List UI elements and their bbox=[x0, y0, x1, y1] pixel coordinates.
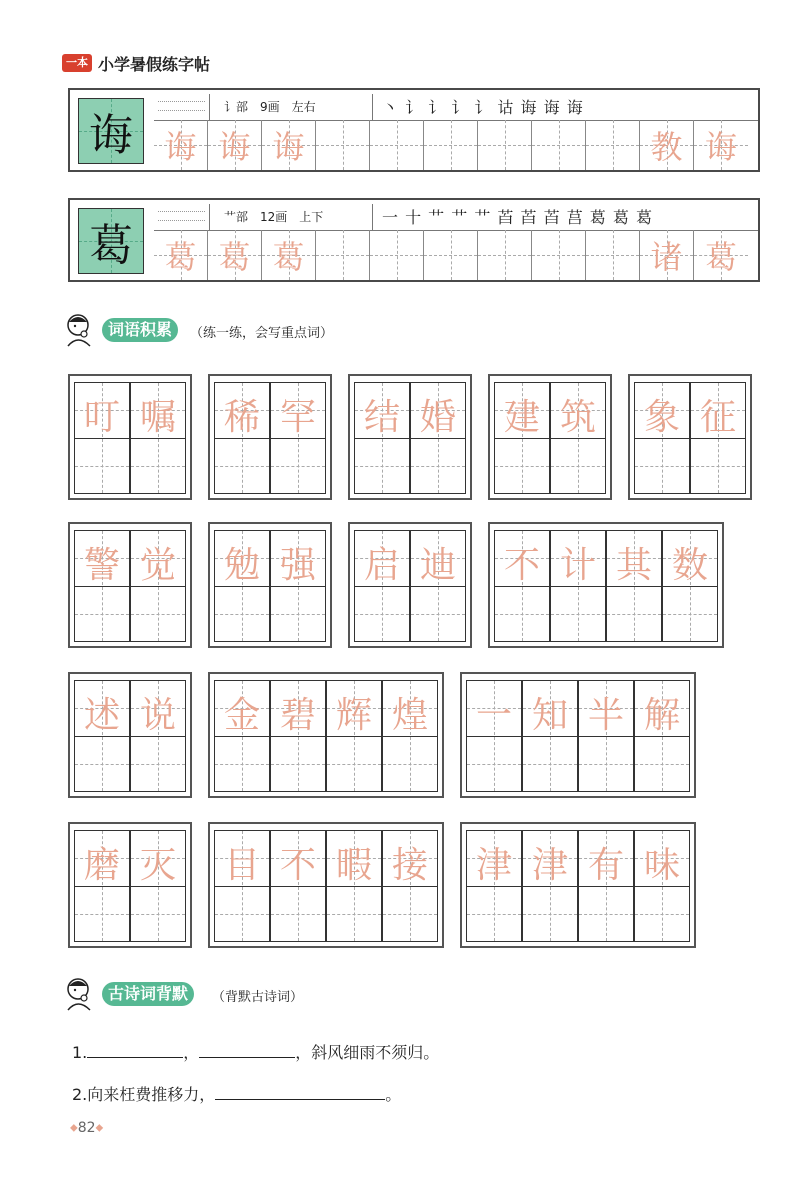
vocab-char: 述 bbox=[83, 695, 120, 736]
vocab-char: 其 bbox=[615, 545, 652, 586]
vocab-char: 迪 bbox=[419, 545, 456, 586]
vocab-char-cell[interactable] bbox=[74, 530, 130, 642]
vocab-char-cell[interactable] bbox=[130, 382, 186, 494]
vocab-char-cell[interactable] bbox=[634, 680, 690, 792]
practice-cell[interactable]: 葛 bbox=[208, 230, 262, 280]
vocab-char: 煌 bbox=[391, 695, 428, 736]
practice-cell[interactable]: 葛 bbox=[694, 230, 748, 280]
stroke-order: 一 十 艹 艹 艹 苩 苩 苩 莒 葛 葛 葛 bbox=[382, 208, 653, 227]
poetry-section-note: （背默古诗词） bbox=[212, 990, 304, 1005]
student-thinking-icon bbox=[62, 312, 98, 348]
vocab-char-cell[interactable] bbox=[634, 830, 690, 942]
vocab-word-box bbox=[460, 672, 696, 798]
practice-cell[interactable] bbox=[316, 120, 370, 170]
vocab-char: 建 bbox=[503, 397, 540, 438]
practice-cell[interactable] bbox=[424, 230, 478, 280]
practice-cell[interactable]: 诲 bbox=[694, 120, 748, 170]
vocab-char-cell[interactable] bbox=[578, 680, 634, 792]
character-block-hui bbox=[68, 88, 760, 172]
poetry-section-header bbox=[62, 976, 462, 1012]
document-title: 小学暑假练字帖 bbox=[98, 55, 211, 74]
vocab-section-title: 词语积累 bbox=[102, 318, 178, 342]
vocab-word-box bbox=[488, 522, 724, 648]
vocab-char-cell[interactable] bbox=[522, 680, 578, 792]
vocab-word-box bbox=[68, 672, 192, 798]
vocab-char-cell[interactable] bbox=[690, 382, 746, 494]
vocab-word-box bbox=[208, 672, 444, 798]
vocab-word-box bbox=[68, 522, 192, 648]
answer-blank[interactable] bbox=[215, 1085, 385, 1100]
vocab-section-header bbox=[62, 312, 462, 348]
item-number: 2. bbox=[72, 1085, 88, 1104]
poem-text: ，斜风细雨不须归。 bbox=[295, 1043, 440, 1062]
vocab-char-cell[interactable] bbox=[606, 530, 662, 642]
vocab-word-box bbox=[628, 374, 752, 500]
pinyin-box bbox=[154, 94, 210, 120]
vocab-char: 象 bbox=[643, 397, 680, 438]
student-thinking-icon bbox=[62, 976, 98, 1012]
vocab-char: 碧 bbox=[279, 695, 316, 736]
vocab-char-cell[interactable] bbox=[494, 530, 550, 642]
vocab-char: 一 bbox=[475, 695, 512, 736]
vocab-char: 计 bbox=[559, 545, 596, 586]
vocab-char: 勉 bbox=[223, 545, 260, 586]
practice-cell[interactable] bbox=[532, 120, 586, 170]
vocab-char: 目 bbox=[223, 845, 260, 886]
vocab-char: 筑 bbox=[559, 397, 596, 438]
vocab-char-cell[interactable] bbox=[522, 830, 578, 942]
vocab-char: 暇 bbox=[335, 845, 372, 886]
vocab-char-cell[interactable] bbox=[270, 530, 326, 642]
practice-cell[interactable] bbox=[586, 120, 640, 170]
vocab-char-cell[interactable] bbox=[662, 530, 718, 642]
vocab-char-cell[interactable] bbox=[130, 830, 186, 942]
practice-cell[interactable]: 诸 bbox=[640, 230, 694, 280]
vocab-char: 叮 bbox=[83, 397, 120, 438]
vocab-char-cell[interactable] bbox=[326, 680, 382, 792]
vocab-char: 结 bbox=[363, 397, 400, 438]
vocab-char-cell[interactable] bbox=[354, 530, 410, 642]
vocab-char-cell[interactable] bbox=[214, 830, 270, 942]
vocab-char-cell[interactable] bbox=[550, 530, 606, 642]
vocab-char: 婚 bbox=[419, 397, 456, 438]
vocab-char-cell[interactable] bbox=[382, 680, 438, 792]
stroke-order: 丶 讠 讠 讠 讠 诂 诲 诲 诲 bbox=[382, 98, 584, 117]
vocab-char-cell[interactable] bbox=[354, 382, 410, 494]
poem-item-2 bbox=[72, 1082, 401, 1105]
vocab-word-box bbox=[208, 822, 444, 948]
vocab-word-box bbox=[460, 822, 696, 948]
item-number: 1. bbox=[72, 1043, 88, 1062]
practice-cell[interactable]: 教 bbox=[640, 120, 694, 170]
brand-logo: 一本 bbox=[62, 54, 92, 72]
vocab-char: 灭 bbox=[139, 845, 176, 886]
vocab-char: 津 bbox=[531, 845, 568, 886]
vocab-char: 数 bbox=[671, 545, 708, 586]
vocab-char: 嘱 bbox=[139, 397, 176, 438]
vocab-char: 不 bbox=[503, 545, 540, 586]
vocab-word-box bbox=[68, 822, 192, 948]
practice-cell[interactable]: 诲 bbox=[208, 120, 262, 170]
vocab-char-cell[interactable] bbox=[130, 680, 186, 792]
vocab-char-cell[interactable] bbox=[382, 830, 438, 942]
vocab-char-cell[interactable] bbox=[634, 382, 690, 494]
vocab-char: 不 bbox=[279, 845, 316, 886]
vocab-char-cell[interactable] bbox=[466, 680, 522, 792]
vocab-char-cell[interactable] bbox=[270, 382, 326, 494]
poem-text: 。 bbox=[385, 1085, 402, 1104]
vocab-word-box bbox=[68, 374, 192, 500]
vocab-char: 强 bbox=[279, 545, 316, 586]
vocab-char-cell[interactable] bbox=[326, 830, 382, 942]
vocab-char: 有 bbox=[587, 845, 624, 886]
practice-cell[interactable]: 诲 bbox=[154, 120, 208, 170]
model-character: 葛 bbox=[78, 208, 144, 274]
vocab-char-cell[interactable] bbox=[74, 830, 130, 942]
poetry-section-title: 古诗词背默 bbox=[102, 982, 194, 1006]
vocab-char: 知 bbox=[531, 695, 568, 736]
character-block-ge bbox=[68, 198, 760, 282]
practice-cell[interactable] bbox=[424, 120, 478, 170]
vocab-char: 解 bbox=[643, 695, 680, 736]
radical-info: 艹部 12画 上下 bbox=[224, 210, 324, 224]
character-info-row bbox=[154, 204, 758, 231]
vocab-char-cell[interactable] bbox=[466, 830, 522, 942]
vocab-char-cell[interactable] bbox=[270, 830, 326, 942]
vocab-char-cell[interactable] bbox=[214, 382, 270, 494]
vocab-word-box bbox=[348, 374, 472, 500]
answer-blank[interactable] bbox=[87, 1043, 183, 1058]
vocab-char: 金 bbox=[223, 695, 260, 736]
page-number: ◆82◆ bbox=[70, 1120, 104, 1136]
vocab-word-box bbox=[208, 374, 332, 500]
vocab-char: 磨 bbox=[83, 845, 120, 886]
vocab-section-note: （练一练，会写重点词） bbox=[190, 326, 334, 341]
radical-info: 讠部 9画 左右 bbox=[224, 100, 316, 114]
poem-text: 向来枉费推移力， bbox=[87, 1085, 216, 1104]
practice-grid bbox=[154, 120, 758, 170]
vocab-char-cell[interactable] bbox=[410, 382, 466, 494]
vocab-char: 接 bbox=[391, 845, 428, 886]
vocab-char-cell[interactable] bbox=[74, 680, 130, 792]
practice-cell[interactable] bbox=[586, 230, 640, 280]
vocab-char: 启 bbox=[363, 545, 400, 586]
practice-cell[interactable]: 诲 bbox=[262, 120, 316, 170]
vocab-char: 稀 bbox=[223, 397, 260, 438]
vocab-char-cell[interactable] bbox=[550, 382, 606, 494]
practice-cell[interactable] bbox=[370, 230, 424, 280]
vocab-char: 罕 bbox=[279, 397, 316, 438]
practice-cell[interactable]: 葛 bbox=[154, 230, 208, 280]
vocab-char-cell[interactable] bbox=[270, 680, 326, 792]
practice-cell[interactable] bbox=[316, 230, 370, 280]
vocab-word-box bbox=[208, 522, 332, 648]
vocab-char: 警 bbox=[83, 545, 120, 586]
vocab-char-cell[interactable] bbox=[410, 530, 466, 642]
practice-cell[interactable] bbox=[532, 230, 586, 280]
vocab-char: 津 bbox=[475, 845, 512, 886]
model-character: 诲 bbox=[78, 98, 144, 164]
vocab-word-box bbox=[348, 522, 472, 648]
vocab-char: 辉 bbox=[335, 695, 372, 736]
practice-cell[interactable]: 葛 bbox=[262, 230, 316, 280]
vocab-char: 征 bbox=[699, 397, 736, 438]
vocab-char-cell[interactable] bbox=[74, 382, 130, 494]
practice-cell[interactable] bbox=[478, 230, 532, 280]
vocab-char-cell[interactable] bbox=[494, 382, 550, 494]
vocab-char-cell[interactable] bbox=[214, 530, 270, 642]
answer-blank[interactable] bbox=[199, 1043, 295, 1058]
practice-cell[interactable] bbox=[370, 120, 424, 170]
vocab-char-cell[interactable] bbox=[130, 530, 186, 642]
practice-grid bbox=[154, 230, 758, 280]
vocab-char-cell[interactable] bbox=[214, 680, 270, 792]
vocab-char-cell[interactable] bbox=[578, 830, 634, 942]
character-info-row bbox=[154, 94, 758, 121]
pinyin-box bbox=[154, 204, 210, 230]
vocab-char: 半 bbox=[587, 695, 624, 736]
vocab-char: 说 bbox=[139, 695, 176, 736]
separator: ， bbox=[183, 1043, 200, 1062]
vocab-word-box bbox=[488, 374, 612, 500]
poem-item-1 bbox=[72, 1040, 439, 1063]
vocab-char: 觉 bbox=[139, 545, 176, 586]
vocab-char: 味 bbox=[643, 845, 680, 886]
practice-cell[interactable] bbox=[478, 120, 532, 170]
